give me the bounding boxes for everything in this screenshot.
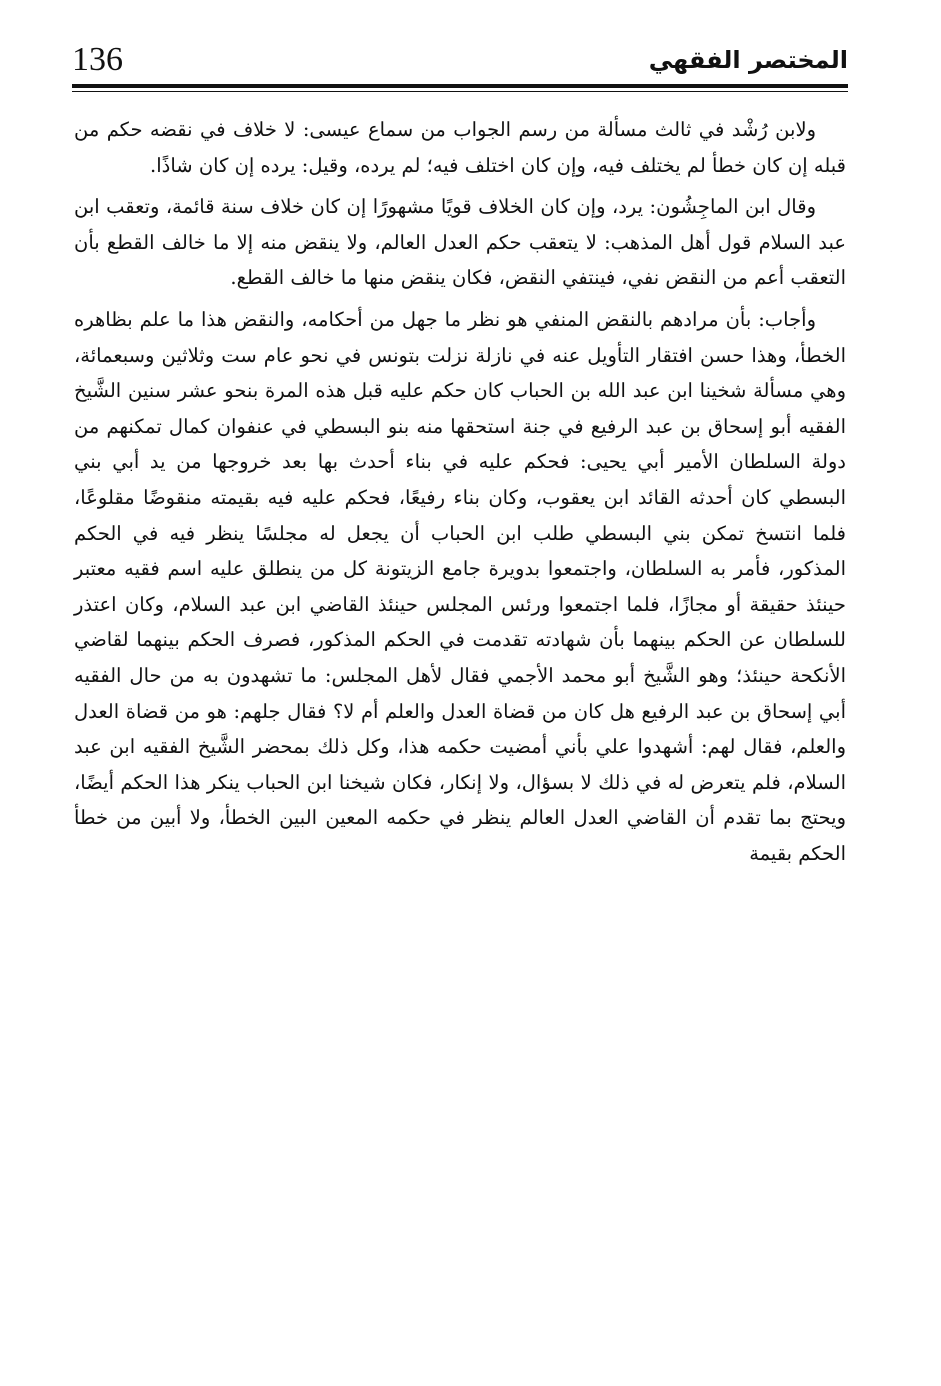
paragraph-3: وأجاب: بأن مرادهم بالنقض المنفي هو نظر ما جهل من أحكامه، والنقض هذا ما علم بظاهره الخطأ، وهذا حسن افتقار التأويل عنه في نازلة نزلت بتونس في نحو عام ست وثلاثين وسبعمائة، وهي مسألة شخينا ابن عبد الله بن الحباب كان حكم عليه قبل هذه المرة بنحو عشر سنين الشَّيخ الفقيه أبو إسحاق بن عبد الرفيع في جنة استحقها منه بنو البسطي في عنفوان كمال تمكنهم من دولة السلطان الأمير أبي يحيى: فحكم عليه في بناء أحدث بها بعد خروجها من يد أبي بني البسطي كان أحدثه القائد ابن يعقوب، وكان بناء رفيعًا، فحكم عليه فيه بقيمته منقوضًا مقلوعًا، فلما انتسخ تمكن بني البسطي طلب ابن الحباب أن يجعل له مجلسًا ينظر فيه في الحكم المذكور، فأمر به السلطان، واجتمعوا بدويرة جامع الزيتونة كل من ينطلق عليه اسم فقيه معتبر حينئذ حقيقة أو مجازًا، فلما اجتمعوا ورئس المجلس حينئذ القاضي ابن عبد السلام، وكان اعتذر للسلطان عن الحكم بينهما بأن شهادته تقدمت في الحكم المذكور، فصرف الحكم بينهما لقاضي الأنكحة حينئذ؛ وهو الشَّيخ أبو محمد الأجمي فقال لأهل المجلس: ما تشهدون به من حال الفقيه أبي إسحاق بن عبد الرفيع هل كان من قضاة العدل والعلم أم لا؟ فقال جلهم: هو من قضاة العدل والعلم، فقال لهم: أشهدوا علي بأني أمضيت حكمه هذا، وكل ذلك بمحضر الشَّيخ الفقيه ابن عبد السلام، فلم يتعرض له في ذلك لا بسؤال، ولا إنكار، فكان شيخنا ابن الحباب ينكر هذا الحكم أيضًا، ويحتج بما تقدم أن القاضي العدل العالم ينظر في حكمه المعين البين الخطأ، ولا أبين من خطأ الحكم بقيمة (74, 307, 847, 865)
running-title: المختصر الفقهي (648, 46, 848, 74)
header-rule-thin (72, 91, 848, 92)
paragraph-1: ولابن رُشْد في ثالث مسألة من رسم الجواب من سماع عيسى: لا خلاف في نقضه حكم من قبله إن كان خطأ لم يختلف فيه، وإن كان اختلف فيه؛ لم يرده، وقيل: يرده إن كان شاذًا. (74, 118, 846, 177)
body-text (74, 112, 846, 877)
paragraph-2: وقال ابن الماجِشُون: يرد، وإن كان الخلاف قويًا مشهورًا إن كان خلاف سنة قائمة، وتعقب ابن عبد السلام قول أهل المذهب: لا يتعقب حكم العدل العالم، ولا ينقض منه إلا ما خالف القطع بأن التعقب أعم من النقض نفي، فينتفي النقض، فكان ينقض منها ما خالف القطع. (74, 195, 846, 290)
page-header (72, 36, 848, 86)
header-rule-thick (72, 84, 848, 88)
page-number: 136 (72, 41, 123, 78)
